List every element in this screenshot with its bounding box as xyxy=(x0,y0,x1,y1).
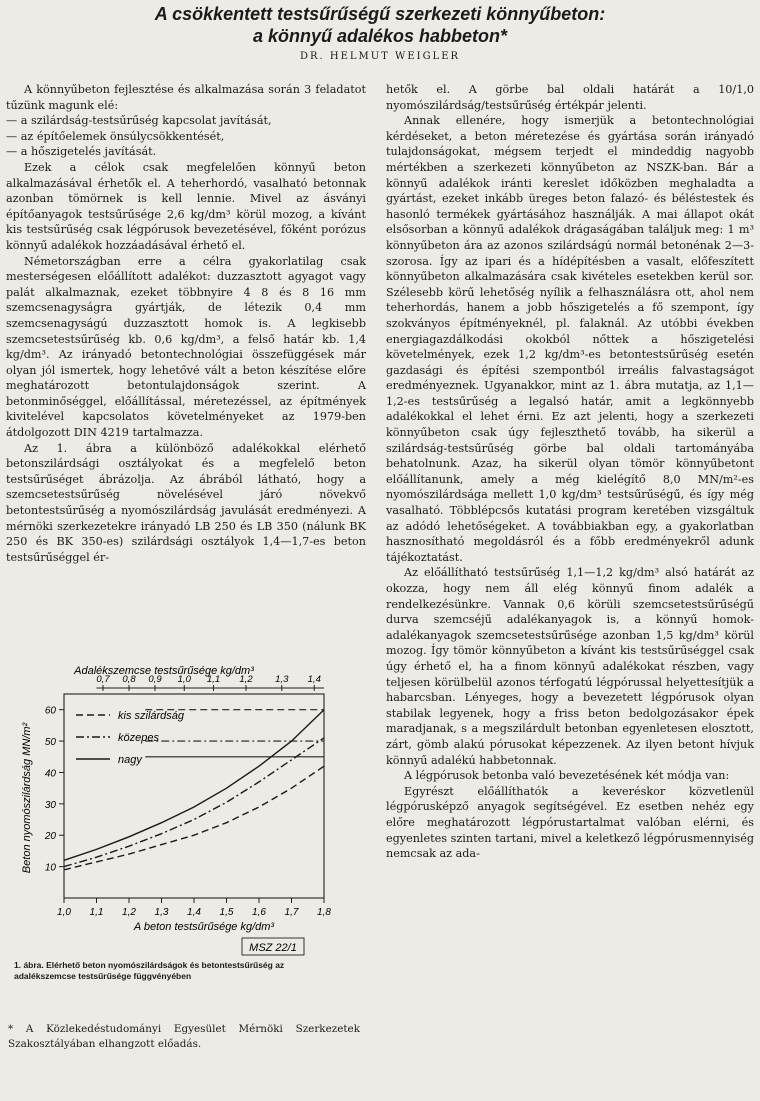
top-axis-label: Adalékszemcse testsűrűsége kg/dm³ xyxy=(74,665,254,677)
plot-frame xyxy=(64,694,324,898)
paragraph-continuation: hetők el. A görbe bal oldali határát a 10/1,0 nyomószilárdság/testsűrűség értékpár jelenti. xyxy=(386,83,754,112)
figure-caption: 1. ábra. Elérhető beton nyomószilárdságok és betontestsűrűség az adalékszemcse testsűrűsége függvényében xyxy=(14,960,285,981)
x-tick-label: 1,4 xyxy=(187,907,201,918)
strength-density-chart xyxy=(14,658,344,958)
author: DR. HELMUT WEIGLER xyxy=(299,51,461,62)
top-tick-label: 1,4 xyxy=(307,674,321,685)
legend-label: nagy xyxy=(118,754,142,766)
paragraph-air-pores: A légpórusok betonba való bevezetésének két módja van: xyxy=(404,769,730,783)
paragraph-methods: Egyrészt előállíthatók a keveréskor közvetlenül légpórusképző anyagok segítségével. Ez esetben nehéz egy előre meghatározott légpórustartalmat valóban elérni, és egyenletes szinten tartani, mivel a keletkező légpórusmennyiség nemcsak az ada- xyxy=(386,784,754,861)
top-tick-label: 0,8 xyxy=(122,674,136,685)
paragraph-germany: Németországban erre a célra gyakorlatilag csak mesterségesen előállított adalékot: duzzasztott agyagot vagy palát alkalmaznak, ezeket többnyire 4 8 és 8 16 mm szemcsenagyságra gyártják, de létezik 0,4 mm szemcsenagyságú duzzasztott homok is. A legkisebb szemcsetestsűrűség kb. 0,6 kg/dm³, a felső határ kb. 1,4 kg/dm³. Az irányadó betontechnológiai összefüggések már olyan jól ismertek, hogy lehetővé vált a beton készítése előre meghatározott betontulajdonságok szerint. A betonminőséggel, előállítással, méretezéssel, az építmények kivitelével kapcsolatos követelményeket az 1979-ben átdolgozott DIN 4219 tartalmazza. xyxy=(6,254,366,440)
y-tick-label: 30 xyxy=(44,799,56,811)
right-column xyxy=(386,82,754,862)
series-line xyxy=(64,710,324,861)
x-axis-ticks xyxy=(57,898,331,918)
figure-1 xyxy=(14,658,344,970)
footnote: * A Közlekedéstudományi Egyesület Mérnöki Szerkezetek Szakosztályában elhangzott előadás. xyxy=(8,1023,360,1050)
top-tick-label: 0,9 xyxy=(148,674,162,685)
task-list xyxy=(6,113,366,160)
top-axis-ticks xyxy=(96,674,324,691)
x-tick-label: 1,7 xyxy=(284,907,299,918)
x-tick-label: 1,8 xyxy=(317,907,331,918)
top-tick-label: 1,1 xyxy=(206,674,221,685)
top-tick-label: 1,2 xyxy=(239,674,253,685)
article-title-line1: A csökkentett testsűrűségű szerkezeti könnyűbeton: xyxy=(154,4,606,24)
article-title-line2: a könnyű adalékos habbeton* xyxy=(252,26,508,46)
y-tick-label: 40 xyxy=(44,768,56,780)
y-tick-label: 20 xyxy=(44,831,56,843)
legend-label: közepes xyxy=(118,732,159,744)
series-lines xyxy=(64,710,324,870)
left-column xyxy=(6,82,366,565)
y-tick-label: 10 xyxy=(44,862,56,874)
top-tick-label: 1,0 xyxy=(177,674,191,685)
x-axis-label: A beton testsűrűsége kg/dm³ xyxy=(133,921,275,933)
x-tick-label: 1,0 xyxy=(57,907,71,918)
top-tick-label: 1,3 xyxy=(275,674,289,685)
y-tick-label: 60 xyxy=(44,705,56,717)
y-tick-label: 50 xyxy=(44,737,56,749)
task-item: — a hőszigetelés javítását. xyxy=(6,145,157,159)
paragraph-nszk: Annak ellenére, hogy ismerjük a betontechnológiai kérdéseket, a beton méretezése és gyártása során irányadó tulajdonságokat, mégsem terjedt el mindeddig nagyobb mértékben a szerkezeti könnyűbeton az NSZK-ban. Bár a könnyű adalékok iránti kereslet időközben meghaladta a gyártást, ezeket inkább üreges beton falazó- és béléstestek és hasonló termékek gyártásához használják. A mai állapot okát elsősorban a könnyű adalékok drágaságában találjuk meg: 1 m³ könnyűbeton ára az azonos szilárdságú normál betonénak 2—3-szorosa. Így az ipari és a hídépítésben a vasalt, előfeszített könnyűbeton alkalmazására csak kivételes esetekben kerül sor. Szélesebb körű lehetőség nyílik a felhasználásra ott, ahol nem teherhordás, hanem a jobb hőszigetelés a fő szempont, így szokványos építményeknél, pl. falaknál. Az utóbbi években energiagazdálkodási okokból nőttek a hőszigetelési követelmények, ezek 1,2 kg/dm³-es betontestsűrűség esetén gazdasági és építési szempontból irreális falvastagságot eredményeznek. Ugyanakkor, mint az 1. ábra mutatja, az 1,1—1,2-es testsűrűség a legalsó határ, amit a legkönnyebb adalékokkal el lehet érni. Ez azt jelenti, hogy a szerkezeti könnyűbeton csak úgy fejleszthető tovább, ha sikerül a szilárdság-testsűrűség görbe bal oldali tartományába behatolnunk. Azaz, ha sikerül olyan tömör könnyűbetont előállítanunk, amely a még kielégítő 8,0 MN/m²-es nyomószilárdsága mellett 1,0 kg/dm³ testsűrűségű, és így még vasalható. Többlépcsős kutatási program keretében vizsgáltuk az adódó lehetőségeket. A továbbiakban egy, a gyakorlatban hasznosítható megoldásról és a főbb eredményekről adunk tájékoztatást. xyxy=(386,114,754,564)
legend xyxy=(76,710,185,766)
paragraph-density-limit: Az előállítható testsűrűség 1,1—1,2 kg/dm³ alsó határát az okozza, hogy nem áll elég könnyű finom adalék a rendelkezésünkre. Vannak 0,6 körüli szemcsetestsűrűségű durva szemcséjű adalékanyagok is, a könnyű homok-adalékanyagok szemcsetestsűrűsége azonban 1,5 kg/dm³ körül mozog. Így tömör könnyűbeton a kívánt kis testsűrűséggel csak úgy érhető el, ha a finom könnyű adalékokat részben, vagy teljesen körülbelül azonos térfogatú légpórussal helyettesítjük a habarcsban. Lényeges, hogy a bevezetett légpórusok olyan stabilak legyenek, hogy a friss beton bedolgozásakor épek maradjanak, s a megszilárdult betonban egyenletesen elosztott, zárt, gömb alakú pórusokat képezzenek. Az ilyen betont hívjuk könnyű adalékú habbetonnak. xyxy=(386,566,754,767)
x-tick-label: 1,1 xyxy=(89,907,104,918)
top-tick-label: 0,7 xyxy=(96,674,110,685)
x-tick-label: 1,2 xyxy=(122,907,136,918)
x-tick-label: 1,3 xyxy=(154,907,169,918)
task-item: — a szilárdság-testsűrűség kapcsolat javítását, xyxy=(6,114,272,128)
paragraph-figure-ref: Az 1. ábra a különböző adalékokkal elérhető betonszilárdsági osztályokat és a megfelelő beton testsűrűséget ábrázolja. Az ábrából látható, hogy a szemcsetestsűrűség növelésével járó növekvő betontestsűrűség a nyomószilárdság javulását eredményezi. A mérnöki szerkezetekre irányadó LB 250 és LB 350 (nálunk BK 250 és BK 350-es) szilárdsági osztályok 1,4—1,7-es beton testsűrűséggel ér- xyxy=(6,441,366,564)
x-tick-label: 1,5 xyxy=(219,907,234,918)
intro-paragraph: A könnyűbeton fejlesztése és alkalmazása során 3 feladatot tűzünk magunk elé: xyxy=(6,83,366,112)
y-axis-label: Beton nyomószilárdság MN/m² xyxy=(21,722,33,874)
legend-label: kis szilárdság xyxy=(118,710,185,722)
task-item: — az építőelemek önsúlycsökkentését, xyxy=(6,129,225,143)
paragraph-goals: Ezek a célok csak megfelelően könnyű beton alkalmazásával érhetők el. A teherhordó, vasalható betonnak azonban tömörnek is kell lennie. Mivel az ásványi építőanyagok testsűrűsége 2,6 kg/dm³ körül mozog, a kívánt kis testsűrűség csak légpórusok bevezetésével, főként porózus könnyű adalékok hozzáadásával érhető el. xyxy=(6,160,366,252)
series-line xyxy=(64,766,324,870)
x-tick-label: 1,6 xyxy=(252,907,266,918)
stamp-label: MSZ 22/1 xyxy=(249,942,297,954)
y-axis-ticks xyxy=(44,706,64,874)
